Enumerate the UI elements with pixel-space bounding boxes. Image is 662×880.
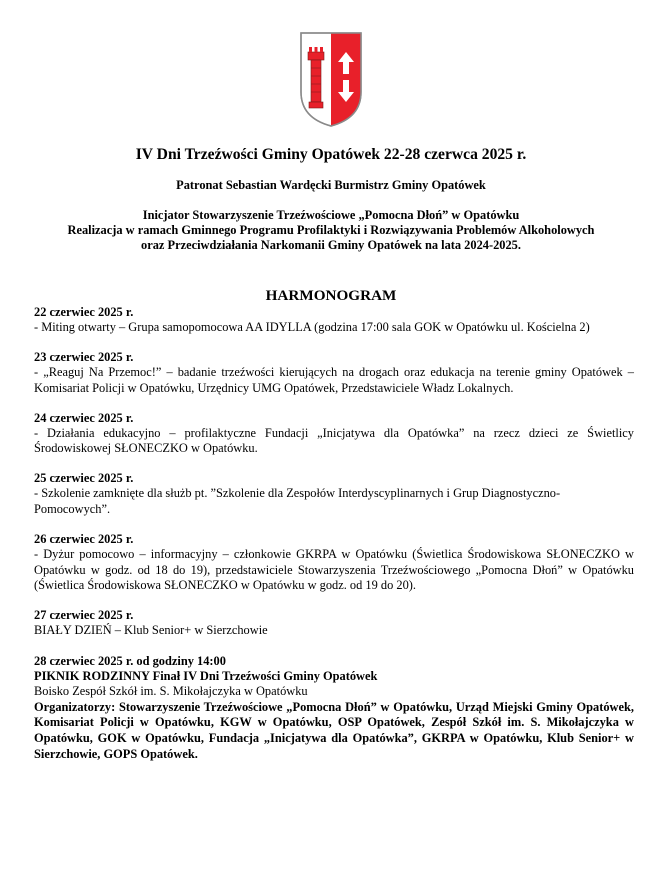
final-event-date: 28 czerwiec 2025 r. od godziny 14:00 [34, 653, 226, 668]
entry-date: 27 czerwiec 2025 r. [34, 608, 134, 623]
schedule-list [34, 305, 634, 762]
entry-description: - Miting otwarty – Grupa samopomocowa AA IDYLLA (godzina 17:00 sala GOK w Opatówku ul. Kościelna 2) [34, 320, 590, 334]
schedule-entry [34, 471, 634, 517]
entry-description: - „Reaguj Na Przemoc!” – badanie trzeźwości kierujących na drogach oraz edukacja na terenie gminy Opatówek – Komisariat Policji w Opatówku, Urzędnicy UMG Opatówek, Przedstawiciele Władz Lokalnych. [34, 365, 634, 395]
coat-of-arms-icon [298, 30, 364, 128]
final-event-venue: Boisko Zespół Szkół im. S. Mikołajczyka w Opatówku [34, 684, 308, 699]
schedule-entry [34, 608, 634, 639]
entry-date: 26 czerwiec 2025 r. [34, 532, 134, 547]
entry-description: - Szkolenie zamknięte dla służb pt. ”Szkolenie dla Zespołów Interdyscyplinarnych i Grup Diagnostyczno-Pomocowych”. [34, 486, 561, 517]
schedule-entry [34, 350, 634, 396]
entry-date: 24 czerwiec 2025 r. [34, 410, 134, 425]
schedule-entry [34, 411, 634, 457]
patronage-line: Patronat Sebastian Wardęcki Burmistrz Gminy Opatówek [176, 178, 486, 192]
schedule-entry [34, 532, 634, 594]
entry-description: - Działania edukacyjno – profilaktyczne Fundacji „Inicjatywa dla Opatówka” na rzecz dzieci ze Świetlicy Środowiskowej SŁONECZKO w Opatówku. [34, 425, 634, 456]
document-title: IV Dni Trzeźwości Gminy Opatówek 22-28 czerwca 2025 r. [135, 146, 527, 163]
final-event-entry [34, 654, 634, 763]
entry-description: - Dyżur pomocowo – informacyjny – członkowie GKRPA w Opatówku (Świetlica Środowiskowa SŁONECZKO w Opatówku w godz. od 18 do 19), przedstawiciele Stowarzyszenia Trzeźwościowego „Pomocna Dłoń” w Opatówku (Świetlica Środowiskowa SŁONECZKO w Opatówku w godz. od 19 do 20). [34, 547, 634, 593]
program-line: Realizacja w ramach Gminnego Programu Profilaktyki i Rozwiązywania Problemów Alkoholowych [67, 222, 595, 237]
entry-date: 23 czerwiec 2025 r. [34, 350, 134, 365]
final-event-name: PIKNIK RODZINNY Finał IV Dni Trzeźwości Gminy Opatówek [34, 668, 378, 683]
initiator-line: Inicjator Stowarzyszenie Trzeźwościowe „Pomocna Dłoń” w Opatówku [142, 208, 520, 222]
schedule-heading: HARMONOGRAM [265, 287, 397, 304]
initiator-block [20, 208, 642, 252]
entry-date: 25 czerwiec 2025 r. [34, 471, 134, 486]
schedule-entry [34, 305, 634, 336]
entry-description: BIAŁY DZIEŃ – Klub Senior+ w Sierzchowie [34, 623, 268, 638]
program-line: oraz Przeciwdziałania Narkomanii Gminy Opatówek na lata 2024-2025. [141, 237, 521, 252]
entry-date: 22 czerwiec 2025 r. [34, 305, 134, 319]
final-event-organizers: Organizatorzy: Stowarzyszenie Trzeźwościowe „Pomocna Dłoń” w Opatówku, Urząd Miejski Gminy Opatówek, Komisariat Policji w Opatówku, KGW w Opatówku, OSP Opatówek, Zespół Szkół im. S. Mikołajczyka w Opatówku, GOK w Opatówku, Fundacja „Inicjatywa dla Opatówka”, GKRPA w Opatówku, Klub Senior+ w Sierzchowie, GOPS Opatówek. [34, 699, 634, 761]
